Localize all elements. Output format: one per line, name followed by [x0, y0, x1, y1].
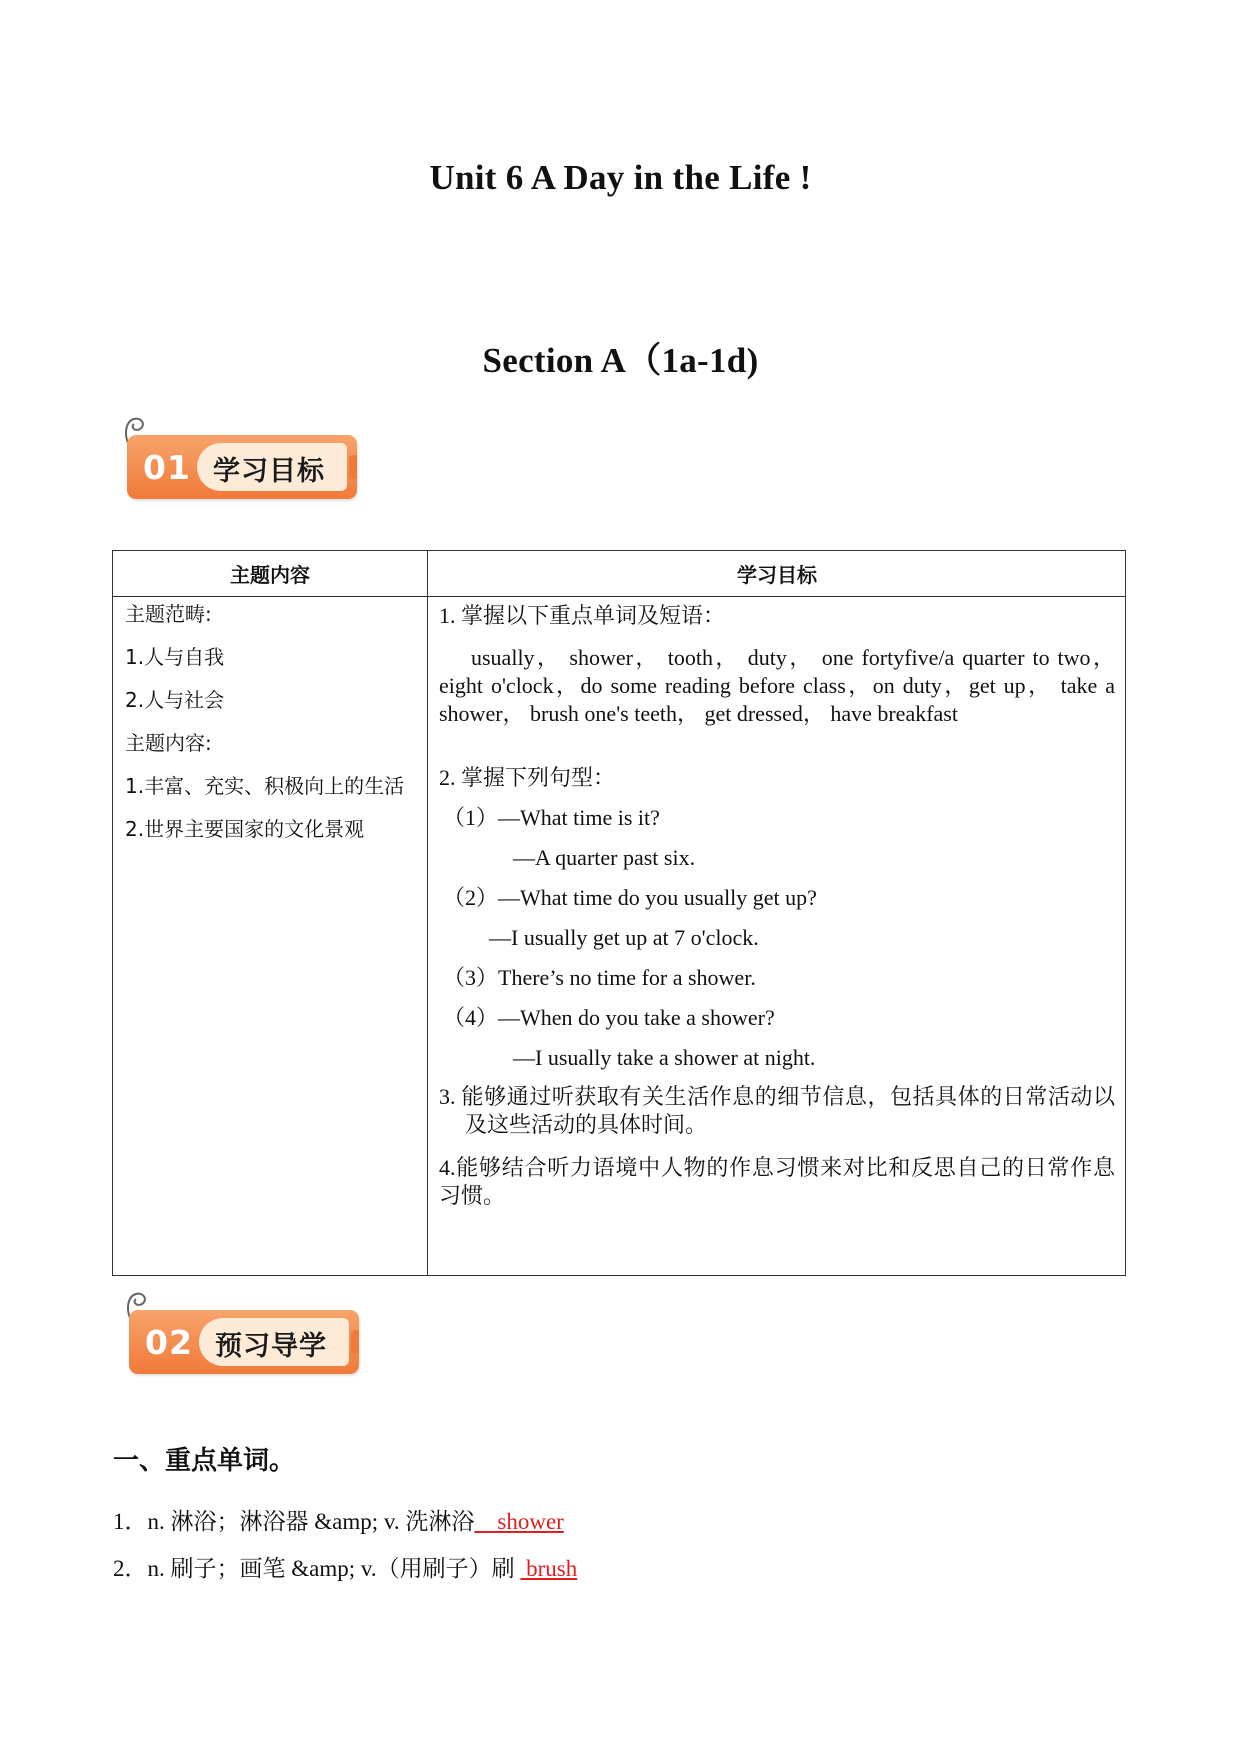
table-header-goals: 学习目标	[737, 563, 817, 587]
goal-2: 2. 掌握下列句型：	[439, 765, 616, 790]
section-badge-learning-goals	[120, 415, 360, 500]
topic-item: 1.人与自我	[125, 645, 225, 669]
badge-body	[129, 1310, 359, 1374]
document-title: Unit 6 A Day in the Life !	[429, 158, 812, 197]
topic-item: 1.丰富、充实、积极向上的生活	[125, 774, 405, 798]
vocab-definition: 2．n. 刷子；画笔 &amp; v.（用刷子）刷	[113, 1556, 521, 1581]
sentence-4-answer: —I usually take a shower at night.	[513, 1045, 816, 1070]
sentence-2-question: （2）—What time do you usually get up?	[443, 885, 817, 910]
badge-number: 02	[145, 1323, 193, 1362]
table-divider-vertical	[427, 551, 428, 1275]
vocab-answer: brush	[520, 1556, 578, 1581]
goal-4: 4.能够结合听力语境中人物的作息习惯来对比和反思自己的日常作息习惯。	[439, 1155, 1115, 1208]
badge-number: 01	[143, 448, 191, 487]
goal-1: 1. 掌握以下重点单词及短语：	[439, 603, 726, 628]
vocab-definition: 1．n. 淋浴；淋浴器 &amp; v. 洗淋浴	[113, 1509, 475, 1534]
section-title: Section A（1a-1d)	[482, 341, 759, 380]
sentence-2-answer: —I usually get up at 7 o'clock.	[489, 925, 759, 950]
vocab-item	[113, 1503, 564, 1536]
key-words-heading: 一、重点单词。	[113, 1446, 296, 1476]
badge-tag	[199, 1318, 349, 1366]
sentence-3: （3）There’s no time for a shower.	[443, 965, 756, 990]
badge-tag	[197, 443, 347, 491]
table-header-topic: 主题内容	[230, 563, 310, 587]
topic-column	[125, 601, 420, 859]
vocab-item	[113, 1550, 577, 1583]
goal-3: 3. 能够通过听获取有关生活作息的细节信息，包括具体的日常活动以及这些活动的具体时间。	[439, 1084, 1115, 1137]
vocab-answer: shower	[474, 1509, 564, 1534]
topic-item: 2.世界主要国家的文化景观	[125, 817, 365, 841]
badge-notch	[349, 455, 357, 479]
table-divider-horizontal	[113, 596, 1125, 597]
badge-notch	[351, 1330, 359, 1354]
section-badge-preview-guide	[122, 1290, 362, 1375]
badge-label: 预习导学	[215, 1331, 327, 1362]
sentence-1-answer: —A quarter past six.	[513, 845, 696, 870]
topic-item: 主题内容:	[125, 731, 212, 755]
topic-item: 2.人与社会	[125, 688, 225, 712]
badge-label: 学习目标	[213, 456, 325, 487]
sentence-1-question: （1）—What time is it?	[443, 805, 660, 830]
badge-body	[127, 435, 357, 499]
goals-table	[112, 550, 1126, 1276]
topic-item: 主题范畴:	[125, 602, 212, 626]
key-words-list: usually， shower， tooth， duty， one fortyfive/a quarter to two，eight o'clock，do some reading before class，on duty，get up， take a shower， brush one's teeth， get dressed， have breakfast	[439, 645, 1115, 726]
sentence-4-question: （4）—When do you take a shower?	[443, 1005, 775, 1030]
